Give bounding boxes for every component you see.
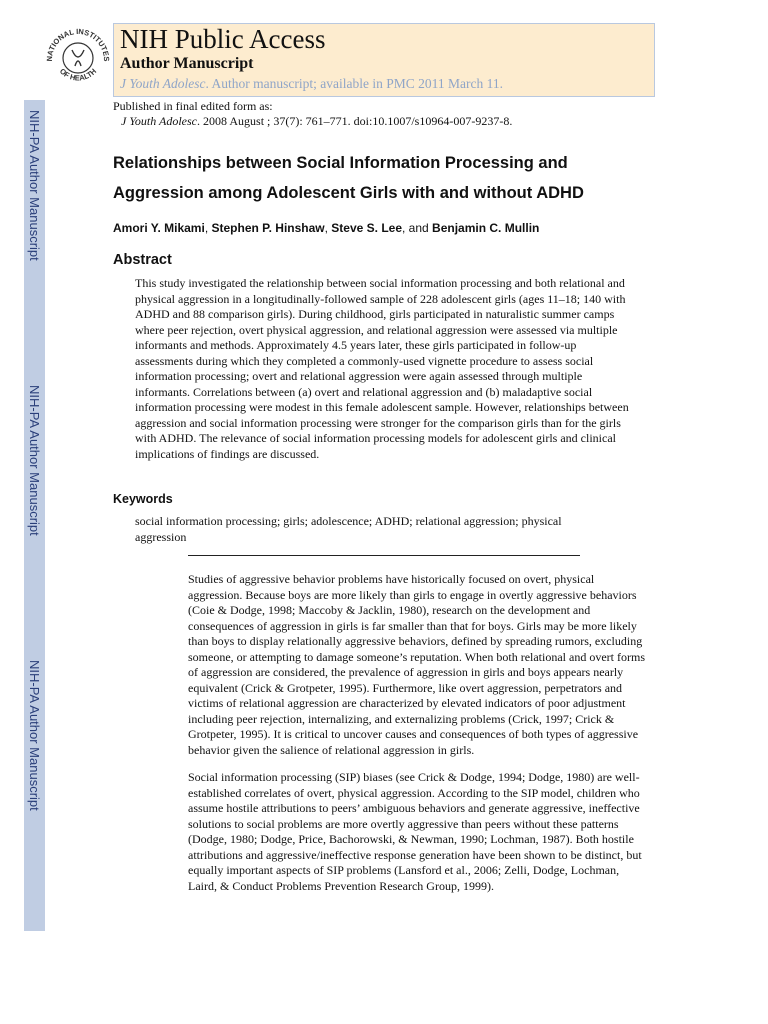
body-paragraph: Studies of aggressive behavior problems have historically focused on overt, physical aggression. Because boys are more likely than girls to engage in overtly aggressive behaviors (Coie & Dodge, 1998; Maccoby & Jacklin, 1980), research on the development and consequences of aggression in girls is far smaller than that for boys. Girls may be more likely than boys to display relationally aggressive behaviors, defined by spreading rumors, excluding someone, or attempting to damage someone’s reputation. When both relational and overt forms of aggression are considered, the prevalence of aggression in girls and boys appears nearly equivalent (Crick & Grotpeter, 1995). Furthermore, like overt aggression, perpetrators and victims of relational aggression are characterized by elevated indicators of poor adjustment including peer rejection, internalizing, and externalizing problems (Crick, 1997; Crick & Grotpeter, 1995). It is critical to uncover causes and consequences of both types of aggressive behavior given the salience of relational aggression in girls. [188, 572, 645, 757]
section-divider [188, 555, 580, 556]
body-paragraph: Social information processing (SIP) biases (see Crick & Dodge, 1994; Dodge, 1980) are well-established correlates of overt, physical aggression. According to the SIP model, children who assume hostile attributions to peers’ ambiguous behaviors and generate aggressive, ineffective solutions to social problems are more overtly aggressive than peers without these patterns (Dodge, 1980; Dodge, Price, Bachorowski, & Newman, 1990; Lochman, 1987). Both hostile attributions and aggressive/ineffective response generation have been shown to be distinct, but equally important aspects of SIP problems (Lansford et al., 2006; Zelli, Dodge, Lochman, Laird, & Conduct Problems Prevention Research Group, 1999). [188, 770, 642, 893]
citation-details: . 2008 August ; 37(7): 761–771. doi:10.1007/s10964-007-9237-8. [197, 114, 513, 128]
keywords-text: social information processing; girls; adolescence; ADHD; relational aggression; physical aggression [135, 514, 562, 544]
nih-seal-icon [42, 20, 114, 92]
article-title [113, 148, 733, 208]
logo-text-bottom: OF HEALTH [57, 66, 99, 83]
nih-public-access-header [113, 23, 655, 97]
nih-logo [42, 20, 114, 92]
author-separator: , and [402, 221, 433, 235]
header-journal-name: J Youth Adolesc [120, 76, 206, 91]
nih-pa-sidebar [24, 100, 45, 931]
author-name: Amori Y. Mikami [113, 221, 205, 235]
author-name: Steve S. Lee [331, 221, 403, 235]
header-subtitle: Author Manuscript [120, 55, 254, 72]
header-title: NIH Public Access [120, 24, 326, 54]
logo-text-top: NATIONAL INSTITUTES [44, 26, 112, 62]
sidebar-label: NIH-PA Author Manuscript [27, 385, 42, 536]
sidebar-label: NIH-PA Author Manuscript [27, 660, 42, 811]
citation-journal: J Youth Adolesc [121, 114, 198, 128]
abstract-text: This study investigated the relationship between social information processing and both relational and physical aggression in a longitudinally-followed sample of 228 adolescent girls (ages 11–18; 140 with ADHD and 88 comparison girls). During childhood, girls participated in naturalistic summer camps where peer rejection, overt physical aggression, and relational aggression were assessed via multiple informants and methods. Approximately 4.5 years later, these girls participated in follow-up assessments during which they completed a commonly-used vignette procedure to assess social information processing; overt and relational aggression were again assessed through multiple informants. Correlations between (a) overt and relational aggression and (b) maladaptive social information processing were modest in this female adolescent sample. However, relationships between aggression and social information processing were stronger for the comparison girls than for the girls with ADHD. The relevance of social information processing models for adolescent girls and clinical implications of findings are discussed. [135, 276, 629, 461]
author-name: Benjamin C. Mullin [432, 221, 540, 235]
author-name: Stephen P. Hinshaw [211, 221, 325, 235]
citation-line [121, 114, 512, 129]
sidebar-label: NIH-PA Author Manuscript [27, 110, 42, 261]
header-journal-line [120, 76, 503, 92]
published-label: Published in final edited form as: [113, 99, 273, 113]
author-separator: , [204, 221, 212, 235]
article-title-line: Relationships between Social Information Processing and [113, 154, 568, 172]
author-separator: , [324, 221, 332, 235]
keywords-heading: Keywords [113, 492, 173, 506]
article-title-line: Aggression among Adolescent Girls with and without ADHD [113, 184, 584, 202]
author-list [113, 221, 539, 235]
abstract-heading: Abstract [113, 252, 172, 268]
header-journal-availability: . Author manuscript; available in PMC 2011 March 11. [205, 76, 503, 91]
